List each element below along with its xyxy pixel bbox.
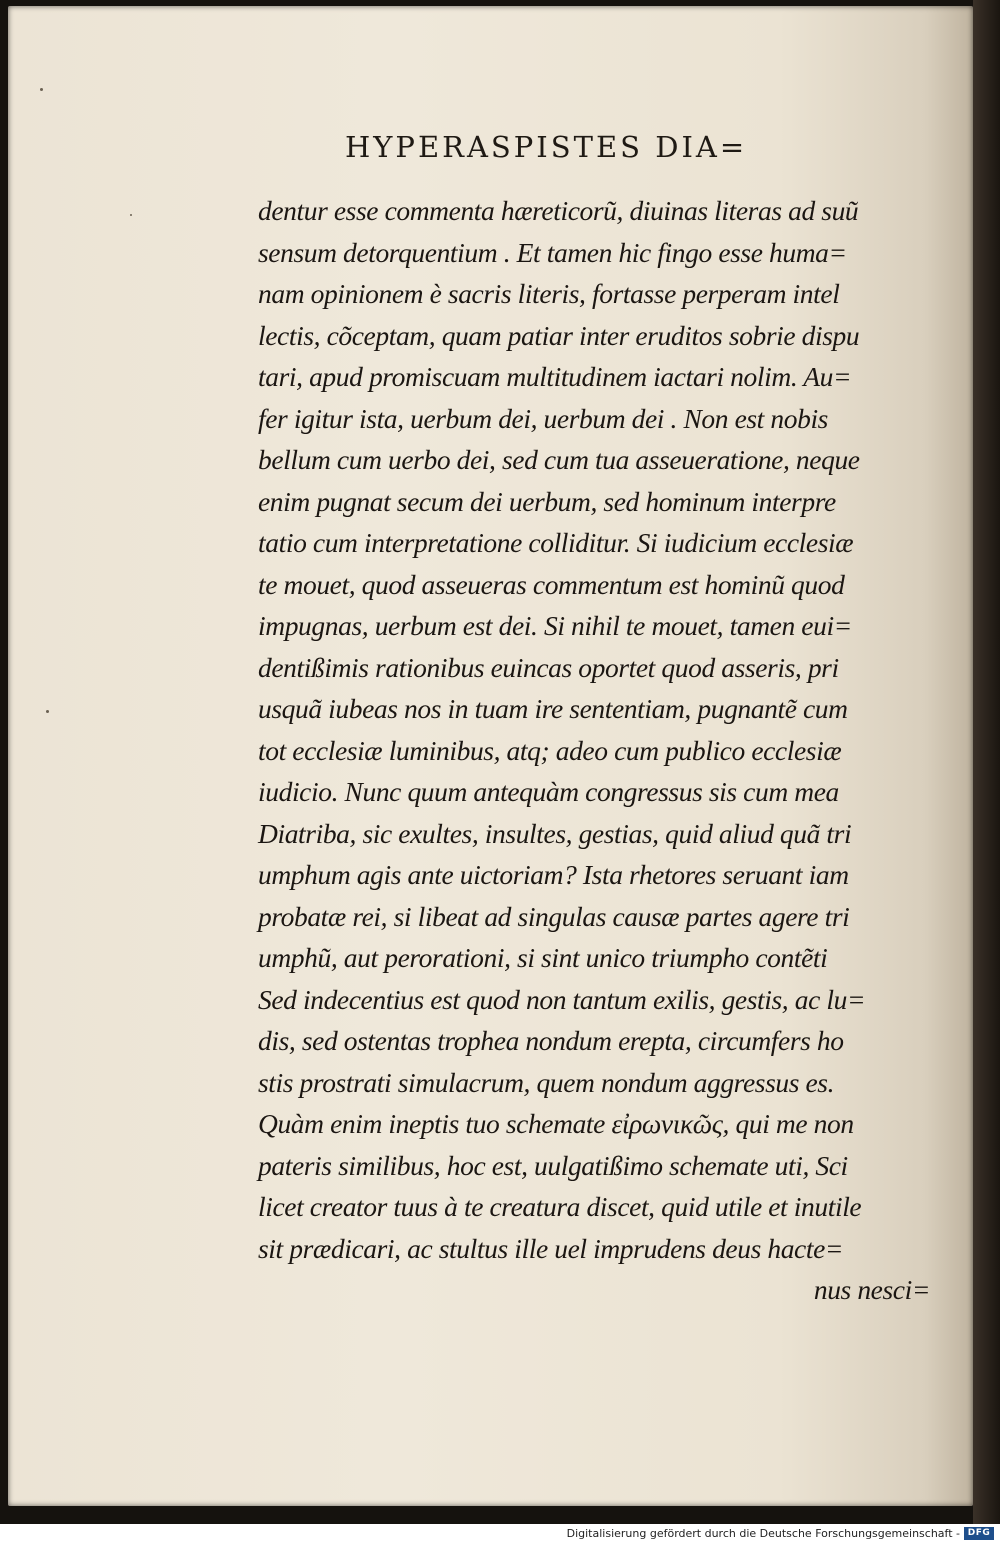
text-line: fer igitur ista, uerbum dei, uerbum dei . Non est nobis xyxy=(258,402,828,434)
text-line: sit prædicari, ac stultus ille uel imprudens deus hacte= xyxy=(258,1232,844,1264)
text-line: te mouet, quod asseueras commentum est hominũ quod xyxy=(258,568,845,600)
text-line: dis, sed ostentas trophea nondum erepta, circumfers ho xyxy=(258,1025,844,1056)
text-line: stis prostrati simulacrum, quem nondum aggressus es. xyxy=(258,1066,835,1098)
text-line: licet creator tuus à te creatura discet, quid utile et inutile xyxy=(258,1191,862,1222)
text-line: probatæ rei, si libeat ad singulas causæ partes agere tri xyxy=(258,900,850,932)
text-line: bellum cum uerbo dei, sed cum tua asseueratione, neque xyxy=(258,444,860,475)
text-line: umphum agis ante uictoriam? Ista rhetores seruant iam xyxy=(258,859,849,890)
paper-speck xyxy=(40,88,43,91)
text-line: Sed indecentius est quod non tantum exilis, gestis, ac lu= xyxy=(258,983,866,1015)
paper-speck xyxy=(46,710,49,713)
book-spine xyxy=(973,0,1000,1524)
text-line: impugnas, uerbum est dei. Si nihil te mouet, tamen eui= xyxy=(258,610,852,641)
text-line: dentißimis rationibus euincas oportet quod asseris, pri xyxy=(258,651,839,683)
text-block xyxy=(258,190,938,1311)
text-line: pateris similibus, hoc est, uulgatißimo schemate uti, Sci xyxy=(258,1149,848,1181)
text-line: Diatriba, sic exultes, insultes, gestias, quid aliud quã tri xyxy=(258,817,852,849)
dfg-logo-icon: DFG xyxy=(964,1527,994,1540)
text-line: umphũ, aut perorationi, si sint unico triumpho contẽti xyxy=(258,942,828,973)
running-head: HYPERASPISTES DIA= xyxy=(345,130,748,164)
text-line: nus nesci= xyxy=(813,1274,930,1305)
text-line: usquã iubeas nos in tuam ire sententiam, pugnantẽ cum xyxy=(258,693,848,724)
digitization-footer xyxy=(0,1524,1000,1544)
text-line: tatio cum interpretatione colliditur. Si iudicium ecclesiæ xyxy=(258,527,854,558)
footer-credit: Digitalisierung gefördert durch die Deutsche Forschungsgemeinschaft - xyxy=(566,1527,960,1540)
text-line: sensum detorquentium . Et tamen hic fingo esse huma= xyxy=(258,236,847,268)
text-line: tari, apud promiscuam multitudinem iactari nolim. Au= xyxy=(258,361,852,392)
text-line: iudicio. Nunc quum antequàm congressus sis cum mea xyxy=(258,776,839,807)
text-line: lectis, cõceptam, quam patiar inter eruditos sobrie dispu xyxy=(258,319,860,351)
paper-speck xyxy=(130,214,132,216)
text-line: dentur esse commenta hæreticorũ, diuinas literas ad suũ xyxy=(258,195,859,226)
text-line: tot ecclesiæ luminibus, atq; adeo cum publico ecclesiæ xyxy=(258,734,842,766)
text-line: Quàm enim ineptis tuo schemate εἰρωνικῶς, qui me non xyxy=(258,1108,854,1139)
text-line: enim pugnat secum dei uerbum, sed hominum interpre xyxy=(258,485,836,517)
text-line: nam opinionem è sacris literis, fortasse perperam intel xyxy=(258,278,840,309)
